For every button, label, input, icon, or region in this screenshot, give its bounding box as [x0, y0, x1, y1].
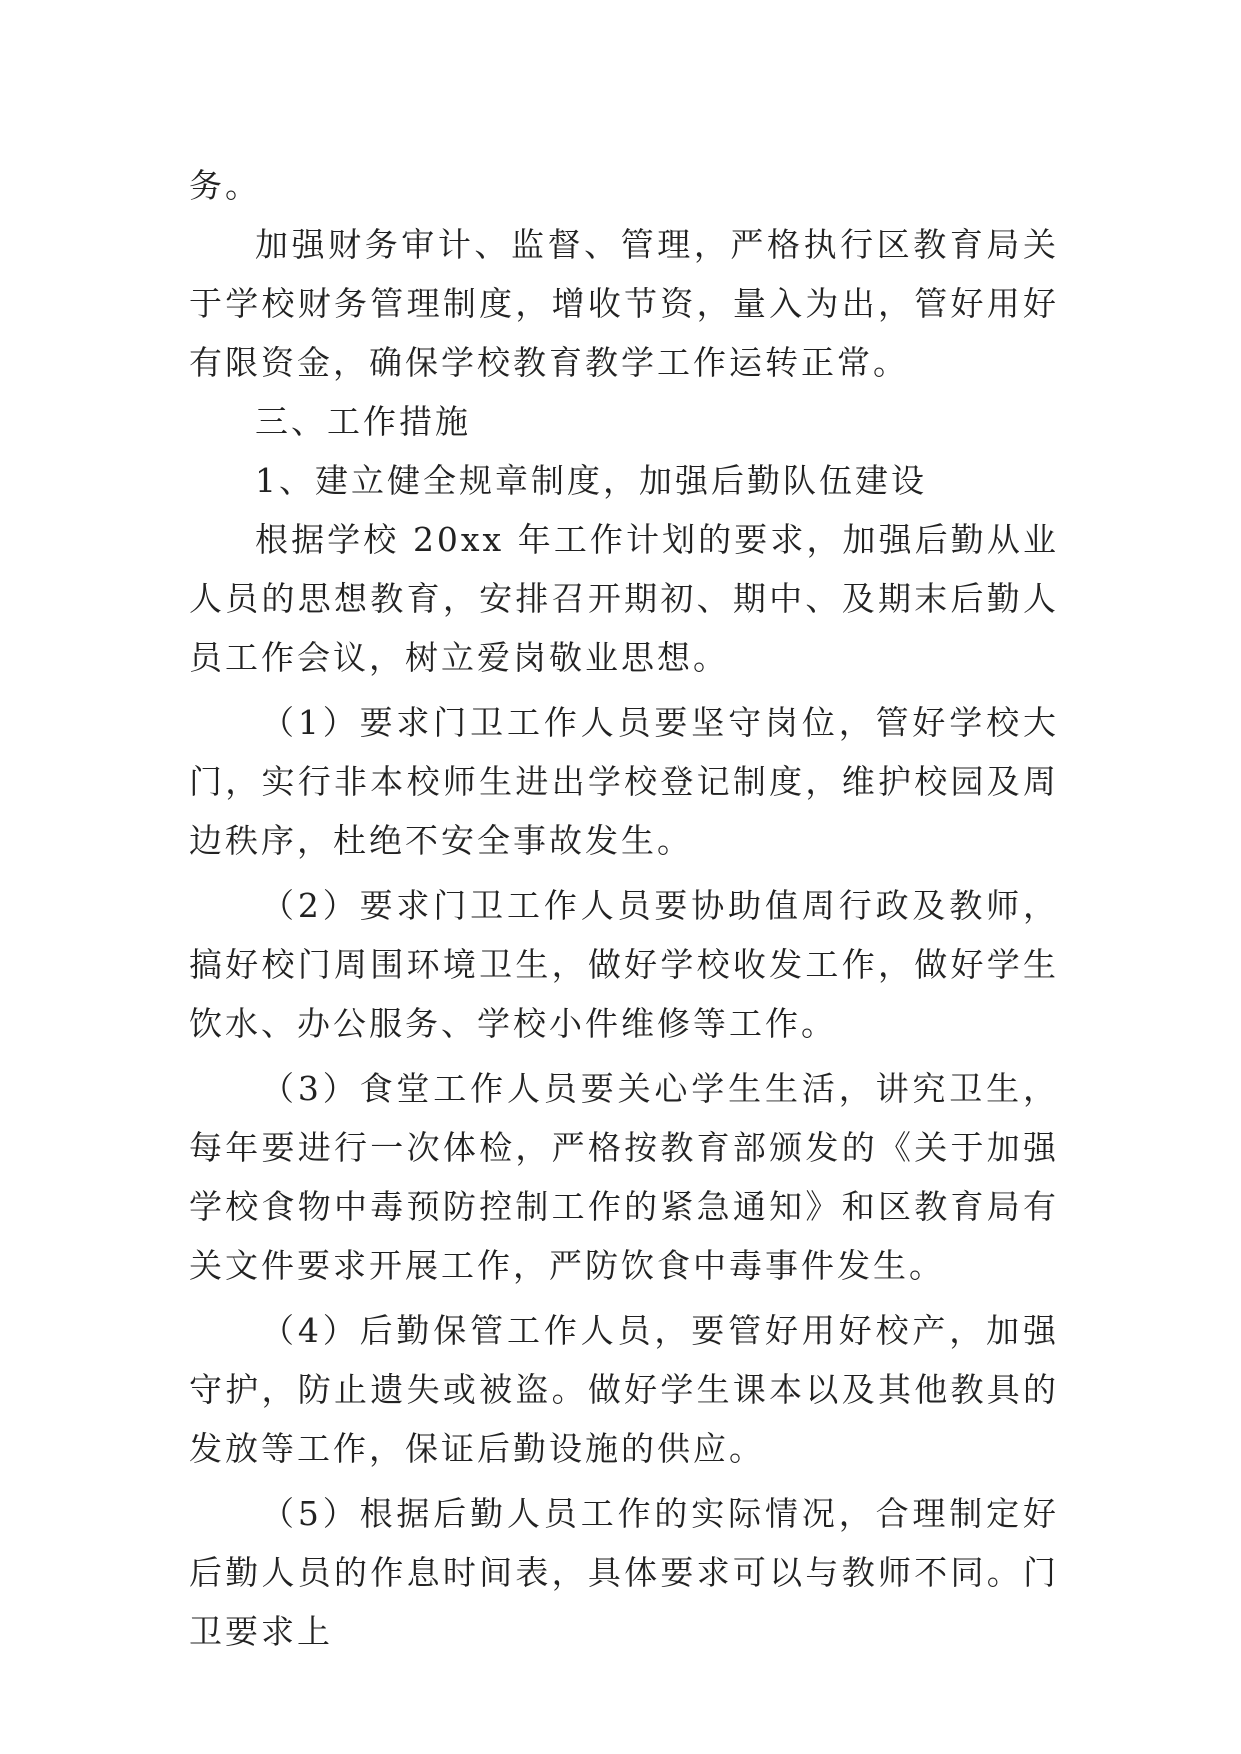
list-item-1: （1）要求门卫工作人员要坚守岗位，管好学校大门，实行非本校师生进出学校登记制度，维护校园及周边秩序，杜绝不安全事故发生。: [189, 703, 1059, 860]
document-body: [189, 156, 1059, 1661]
list-item-5: （5）根据后勤人员工作的实际情况，合理制定好后勤人员的作息时间表，具体要求可以与教师不同。门卫要求上: [189, 1494, 1059, 1651]
subheading-rules: 1、建立健全规章制度，加强后勤队伍建设: [255, 461, 927, 500]
paragraph-plan: 根据学校 20xx 年工作计划的要求，加强后勤从业人员的思想教育，安排召开期初、期中、及期末后勤人员工作会议，树立爱岗敬业思想。: [189, 520, 1059, 677]
paragraph-continuation: 务。: [189, 166, 261, 205]
list-item-3: （3）食堂工作人员要关心学生生活，讲究卫生，每年要进行一次体检，严格按教育部颁发的《关于加强学校食物中毒预防控制工作的紧急通知》和区教育局有关文件要求开展工作，严防饮食中毒事件发生。: [189, 1069, 1059, 1285]
paragraph-finance: 加强财务审计、监督、管理，严格执行区教育局关于学校财务管理制度，增收节资，量入为出，管好用好有限资金，确保学校教育教学工作运转正常。: [189, 225, 1059, 382]
list-item-4: （4）后勤保管工作人员，要管好用好校产，加强守护，防止遗失或被盗。做好学生课本以及其他教具的发放等工作，保证后勤设施的供应。: [189, 1311, 1059, 1468]
section-heading-measures: 三、工作措施: [255, 402, 471, 441]
list-item-2: （2）要求门卫工作人员要协助值周行政及教师，搞好校门周围环境卫生，做好学校收发工作，做好学生饮水、办公服务、学校小件维修等工作。: [189, 886, 1059, 1043]
